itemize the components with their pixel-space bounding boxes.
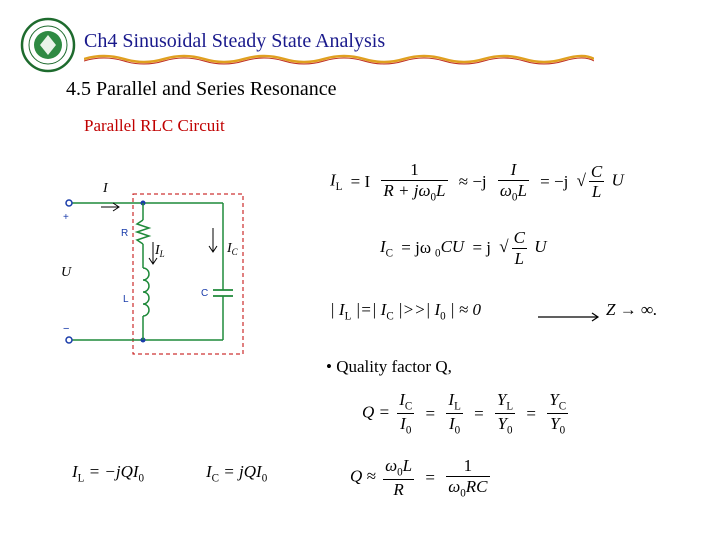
limit-text: Z → ∞. (606, 300, 658, 319)
equation-il-q: $I_L = -jQI_0$ (72, 462, 145, 485)
quality-factor-label: • Quality factor Q, (326, 357, 452, 376)
capacitor-label: C (201, 288, 209, 299)
arrow-icon (538, 312, 602, 322)
equation-ic-q: $I_C = jQI_0$ (206, 462, 268, 485)
resistor-label: R (121, 228, 129, 239)
university-logo (20, 17, 76, 73)
inductor-label: L (123, 294, 129, 305)
voltage-label: U (61, 265, 72, 280)
equation-q-ratios: Q = $\frac{I_C}{I_0}$ = $\frac{I_L}{I_0}$ = $\frac{Y_L}{Y_0}$ = $\frac{Y_C}{Y_0}$ (362, 390, 567, 437)
chapter-title: Ch4 Sinusoidal Steady State Analysis (84, 30, 386, 52)
source-current-label: I (103, 181, 108, 196)
equation-magnitude: | $I_L$ |=| $I_C$ |>>| $I_0$ | ≈ 0 (330, 300, 481, 323)
ic-label: $I_C$ (227, 241, 238, 257)
equation-ic: $I_C = j\omega$ $_0$CU = j √ $\frac{C}{L}$ U (380, 228, 547, 268)
section-title: 4.5 Parallel and Series Resonance (66, 78, 337, 100)
minus-label: − (63, 323, 70, 335)
parallel-rlc-circuit (55, 172, 255, 357)
equation-il: $I_L = I$ $\frac{1}{R + j\omega_0L}$ ≈ −j $\frac{I}{\omega_0L}$ = −j √ $\frac{C}{L}$ U (330, 160, 624, 203)
plus-label: + (63, 212, 69, 223)
il-label: $I_L$ (155, 243, 165, 259)
equation-q-approx: Q ≈ $\frac{\omega_0L}{R}$ = $\frac{1}{\omega_0RC}$ (350, 456, 488, 500)
title-underline-decoration (84, 52, 594, 66)
subtitle: Parallel RLC Circuit (84, 116, 225, 135)
